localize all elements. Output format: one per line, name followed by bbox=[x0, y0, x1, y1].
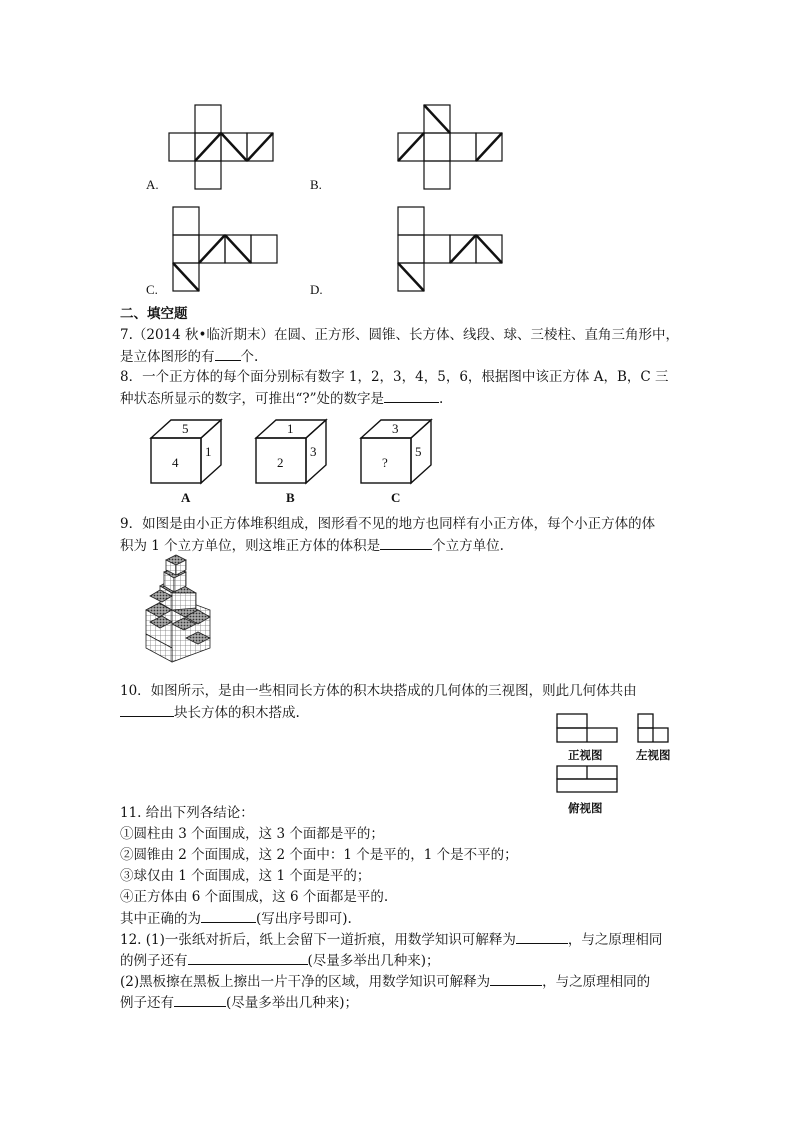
q11-item3: ③球仅由 1 个面围成，这 1 个面是平的； bbox=[120, 868, 371, 884]
q8-text-a: 种状态所显示的数字，可推出“?”处的数字是 bbox=[120, 391, 385, 407]
q11-line1: 11. 给出下列各结论： bbox=[120, 805, 254, 821]
q12-p2-text-a: (2)黑板擦在黑板上擦出一片干净的区域，用数学知识可解释为 bbox=[120, 974, 491, 990]
q9-text-b: 个立方单位. bbox=[432, 538, 504, 554]
option-a-label: A. bbox=[146, 177, 159, 192]
q8-line1: 8．一个正方体的每个面分别标有数字 1，2，3，4，5，6，根据图中该正方体 A，B，C 三 bbox=[120, 369, 669, 385]
cube-c-label: C bbox=[391, 490, 401, 505]
q12-p2-text-b: ，与之原理相同的 bbox=[542, 974, 651, 990]
q12-p2-text-c: 例子还有 bbox=[120, 995, 174, 1011]
q12-p1-text-d: (尽量多举出几种来)； bbox=[307, 953, 440, 969]
q11-item4: ④正方体由 6 个面围成，这 6 个面都是平的. bbox=[120, 889, 389, 905]
cube-a-label: A bbox=[181, 490, 191, 505]
q11-item2: ②圆锥由 2 个面围成，这 2 个面中：1 个是平的，1 个是不平的； bbox=[120, 847, 518, 863]
q12-p1-blank2[interactable] bbox=[188, 950, 308, 965]
q9-text-a: 积为 1 个立方单位，则这堆正方体的体积是 bbox=[120, 538, 381, 554]
q12-line1 bbox=[120, 929, 662, 951]
option-b-label: B. bbox=[310, 177, 322, 192]
cube-b-side: 3 bbox=[310, 444, 317, 459]
cube-c-top: 3 bbox=[392, 421, 399, 436]
q8-text-b: . bbox=[439, 391, 444, 407]
q10-line1: 10．如图所示，是由一些相同长方体的积木块搭成的几何体的三视图，则此几何体共由 bbox=[120, 683, 637, 699]
q12-line3 bbox=[120, 971, 650, 993]
q10-text-b: 块长方体的积木搭成. bbox=[174, 705, 300, 721]
q7-line1: 7.（2014 秋•临沂期末）在圆、正方形、圆锥、长方体、线段、球、三棱柱、直角三角形中， bbox=[120, 327, 679, 343]
q12-p1-text-c: 的例子还有 bbox=[120, 953, 188, 969]
cube-c-front: ? bbox=[382, 455, 388, 470]
cube-a-side: 1 bbox=[205, 444, 212, 459]
q7-text-a: 是立体图形的有 bbox=[120, 349, 215, 365]
q12-p1-text-b: ，与之原理相同 bbox=[567, 932, 663, 948]
front-view-caption: 正视图 bbox=[568, 748, 603, 762]
q12-p1-text-a: 12. (1)一张纸对折后，纸上会留下一道折痕，用数学知识可解释为 bbox=[120, 932, 516, 948]
q7-text-b: 个. bbox=[240, 349, 259, 365]
q11-text-b: (写出序号即可). bbox=[256, 911, 352, 927]
cube-b-top: 1 bbox=[287, 421, 294, 436]
q11-text-a: 其中正确的为 bbox=[120, 911, 201, 927]
q12-p2-text-d: (尽量多举出几种来)； bbox=[226, 995, 359, 1011]
q12-line2 bbox=[120, 950, 440, 972]
left-view-caption: 左视图 bbox=[636, 748, 671, 762]
q12-p2-blank1[interactable] bbox=[490, 971, 542, 986]
cube-b-label: B bbox=[286, 490, 295, 505]
cube-c-side: 5 bbox=[415, 444, 422, 459]
q11-answer-blank[interactable] bbox=[201, 908, 256, 923]
cube-a-front: 4 bbox=[172, 455, 179, 470]
q12-p2-blank2[interactable] bbox=[174, 992, 226, 1007]
q12-line4 bbox=[120, 992, 358, 1014]
option-c-label: C. bbox=[146, 282, 158, 297]
q11-answer-line bbox=[120, 908, 352, 930]
section-title: 二、填空题 bbox=[120, 306, 188, 322]
cube-a-top: 5 bbox=[182, 421, 189, 436]
q12-p1-blank1[interactable] bbox=[516, 929, 568, 944]
option-d-label: D. bbox=[310, 282, 323, 297]
top-view-caption: 俯视图 bbox=[568, 801, 603, 815]
q9-line1: 9．如图是由小正方体堆积组成，图形看不见的地方也同样有小正方体，每个小正方体的体 bbox=[120, 516, 656, 532]
cube-b-front: 2 bbox=[277, 455, 284, 470]
q11-item1: ①圆柱由 3 个面围成，这 3 个面都是平的； bbox=[120, 826, 384, 842]
